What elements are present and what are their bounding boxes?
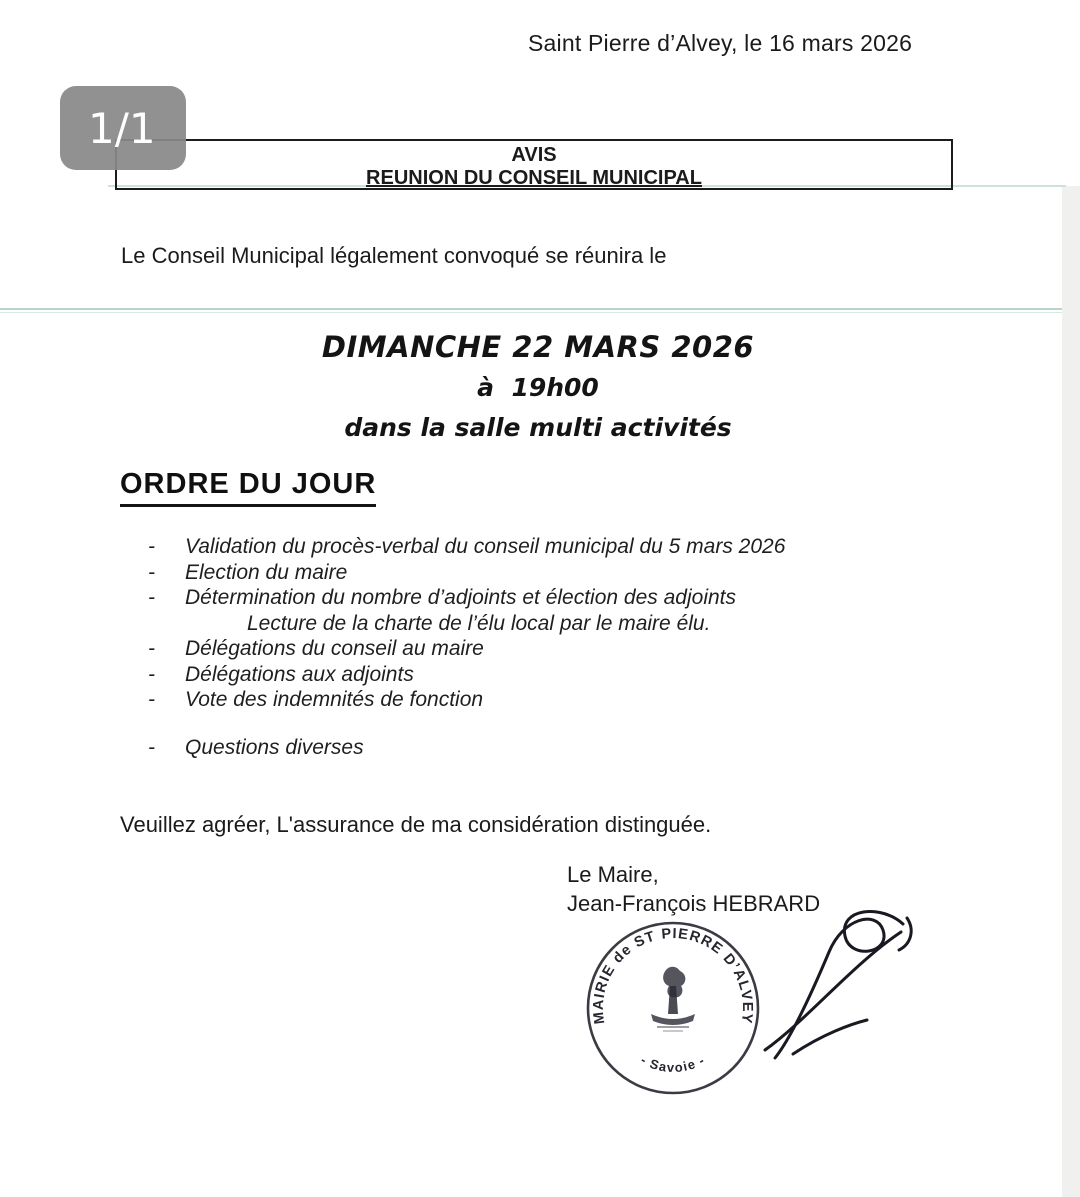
meeting-block [0,330,1076,442]
agenda-item [148,560,988,586]
svg-text:- Savoie - [638,1052,707,1075]
handwritten-signature [735,902,925,1077]
meeting-place: dans la salle multi activités [344,413,732,442]
agenda-item-text: Délégations du conseil au maire [185,637,484,660]
stamp-arc-text: MAIRIE de ST PIERRE D’ALVEY [590,925,756,1026]
agenda-item-marker: - [148,560,155,584]
agenda-item-text: Délégations aux adjoints [185,662,414,686]
header-box [115,139,953,190]
agenda-heading: ORDRE DU JOUR [120,468,376,507]
header-subtitle: REUNION DU CONSEIL MUNICIPAL [366,167,702,189]
agenda-item-marker: - [148,535,155,558]
header-title: AVIS [511,144,557,166]
intro-text: Le Conseil Municipal légalement convoqué se réunira le [121,243,667,268]
stamp-emblem [651,967,695,1031]
signature-name: Jean-François HEBRARD [567,891,821,916]
page-indicator-label: 1/1 [88,103,156,153]
meeting-date: DIMANCHE 22 MARS 2026 [321,330,755,364]
agenda-item-text: Détermination du nombre d’adjoints et élection des adjoints [185,586,736,609]
date-line: Saint Pierre d’Alvey, le 16 mars 2026 [528,30,913,56]
closing-text: Veuillez agréer, L'assurance de ma considération distinguée. [120,812,712,837]
agenda-item [148,735,988,761]
agenda-item [148,585,988,611]
agenda-item-marker: - [148,586,155,609]
agenda-item-text: Validation du procès-verbal du conseil municipal du 5 mars 2026 [185,535,786,558]
agenda-item [148,534,988,560]
signature-role: Le Maire, [567,862,659,887]
stamp-bottom-text: - Savoie - [638,1052,708,1076]
agenda-item-text: Questions diverses [185,735,364,759]
agenda-item [148,662,988,688]
agenda-item-marker: - [148,662,155,686]
scan-artifact-line [0,308,1080,310]
page-indicator-badge [60,86,186,170]
agenda-item-marker: - [148,688,155,711]
meeting-time: à 19h00 [477,373,599,402]
agenda-item-text: Vote des indemnités de fonction [185,688,484,711]
agenda-item-subline [148,611,988,637]
scan-artifact-line [0,312,1080,313]
agenda-list [148,534,988,760]
agenda-item-marker: - [148,735,155,759]
agenda-item-text: Lecture de la charte de l’élu local par le maire élu. [247,611,711,635]
agenda-item [148,687,988,713]
agenda-item-text: Election du maire [185,560,348,584]
agenda-item-marker [210,611,247,637]
agenda-item-marker: - [148,637,155,660]
agenda-item [148,636,988,662]
